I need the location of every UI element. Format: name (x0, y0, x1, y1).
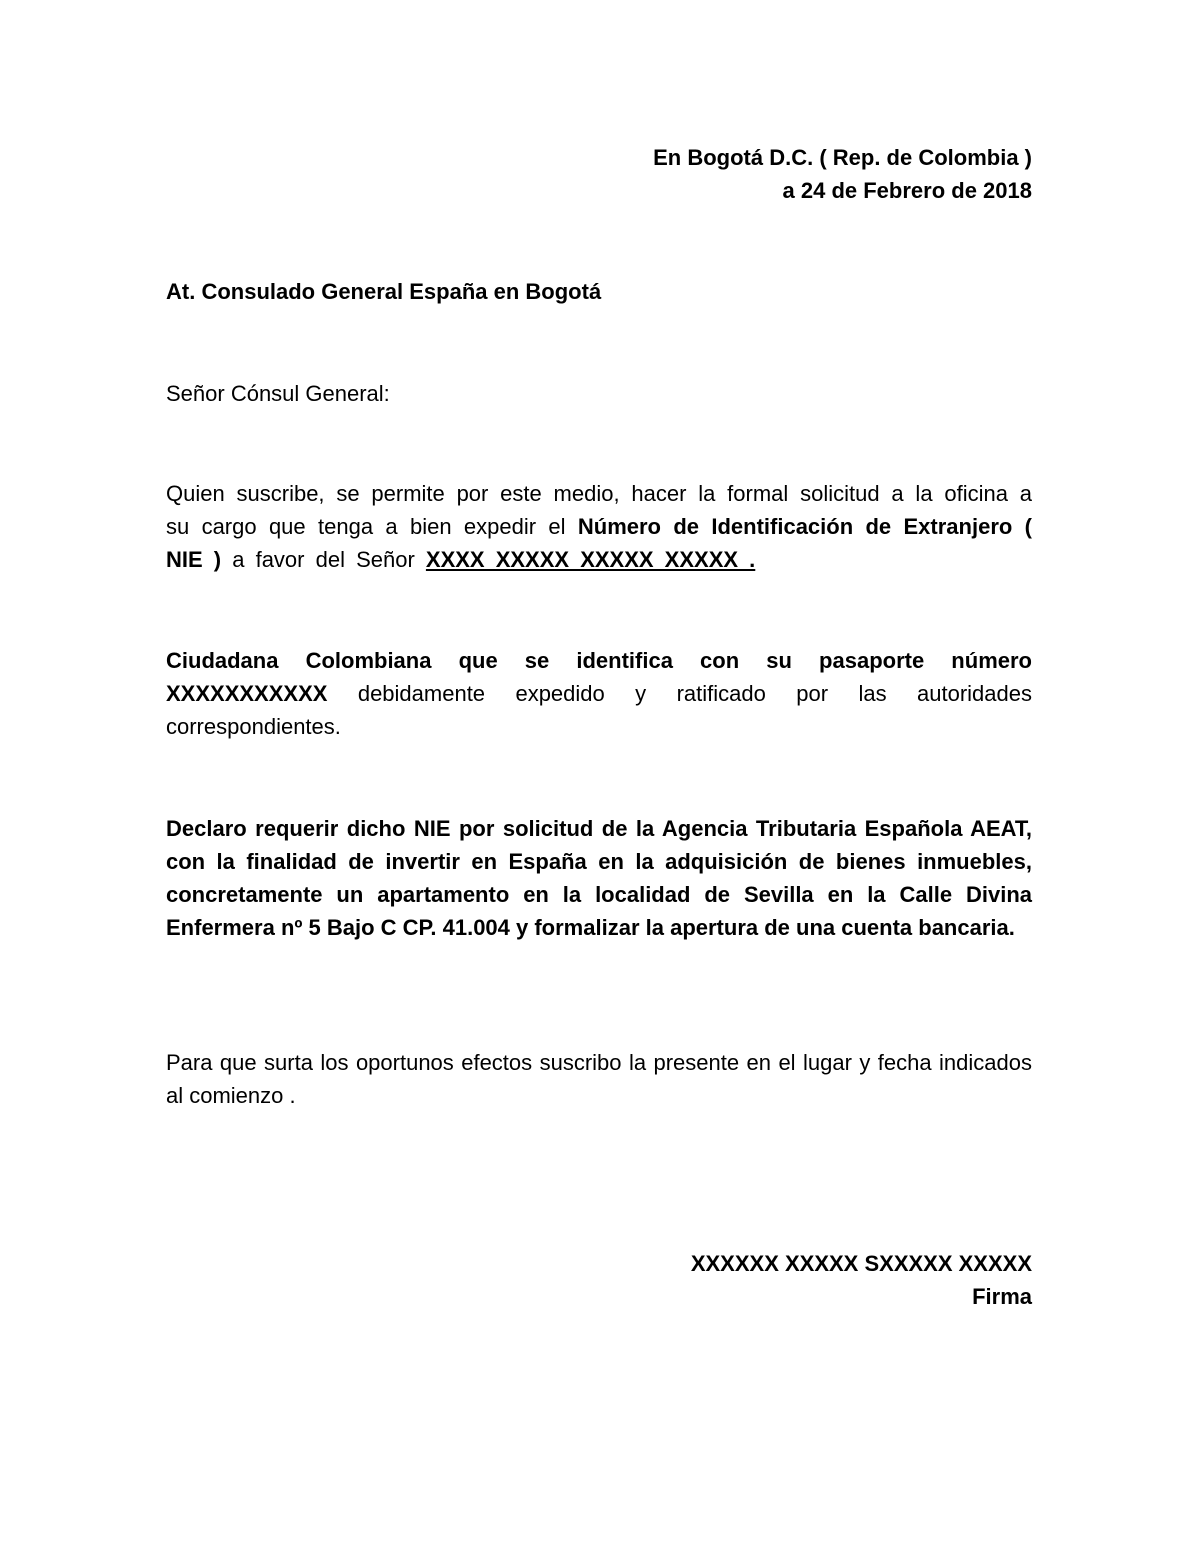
paragraph-closing: Para que surta los oportunos efectos suscribo la presente en el lugar y fecha indicados al comienzo . (166, 1050, 1032, 1108)
nie-term: Número de Identificación de Extranjero ( NIE ) (166, 514, 1032, 572)
recipient-line: At. Consulado General España en Bogotá (166, 279, 602, 304)
identification-lead: Ciudadana Colombiana que se identifica con su pasaporte número XXXXXXXXXXX (166, 648, 1032, 706)
signature-name: XXXXXX XXXXX SXXXXX XXXXX (690, 1251, 1032, 1276)
paragraph-request-text: Quien suscribe, se permite por este medio, hacer la formal solicitud a la oficina a su cargo que tenga a bien expedir el (166, 481, 1032, 539)
date-line: a 24 de Febrero de 2018 (782, 178, 1032, 203)
paragraph-declaration: Declaro requerir dicho NIE por solicitud de la Agencia Tributaria Española AEAT, con la finalidad de invertir en España en la adquisición de bienes inmuebles, concretamente un apartamento en la localidad de Sevilla en la Calle Divina Enfermera nº 5 Bajo C CP. 41.004 y formalizar la apertura de una cuenta bancaria. (166, 816, 1032, 940)
paragraph-request-text-2: a favor del Señor (221, 547, 426, 572)
place-line: En Bogotá D.C. ( Rep. de Colombia ) (653, 145, 1032, 170)
identification-rest: debidamente expedido y ratificado por las autoridades correspondientes. (166, 681, 1032, 739)
person-name: XXXX XXXXX XXXXX XXXXX . (425, 547, 756, 572)
salutation: Señor Cónsul General: (166, 381, 390, 406)
signature-label: Firma (972, 1284, 1032, 1309)
paragraph-request (166, 477, 1032, 576)
signature-block (166, 1247, 1032, 1313)
letter-header (166, 141, 1032, 207)
paragraph-identification (166, 644, 1032, 743)
